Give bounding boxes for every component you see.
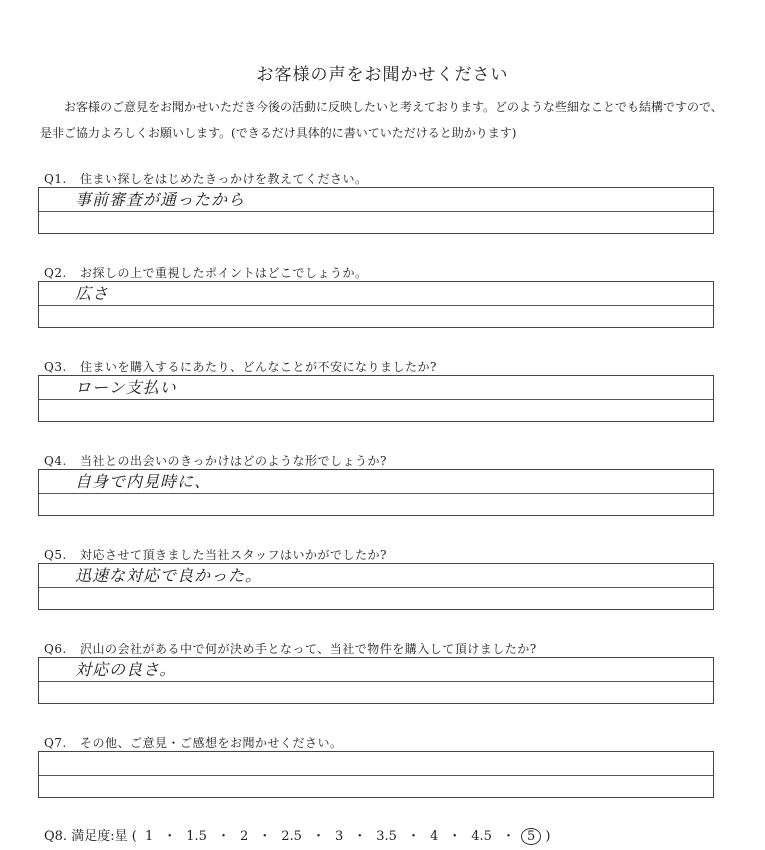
intro-text: お客様のご意見をお聞かせいただき今後の活動に反映したいと考えております。どのような些細なことでも結構ですので、是非ご協力よろしくお願いします。(できるだけ具体的に書いていただけると助かります) (40, 100, 723, 140)
question-text: 住まいを購入するにあたり、どんなことが不安になりましたか? (80, 360, 437, 374)
answer-box-1[interactable] (38, 187, 714, 234)
rating-option[interactable]: 1 (144, 829, 154, 844)
question-number: Q2. (44, 266, 67, 280)
rating-option[interactable]: 2.5 (281, 829, 302, 844)
question-7 (44, 734, 343, 751)
q8-number: Q8. (44, 829, 68, 844)
question-4 (44, 452, 387, 469)
question-number: Q3. (44, 360, 67, 374)
option-separator: ・ (258, 829, 272, 844)
option-separator: ・ (311, 829, 325, 844)
handwritten-answer: 事前審査が通ったから (75, 190, 246, 209)
question-3 (44, 358, 437, 375)
answer-box-6[interactable] (38, 657, 714, 704)
option-separator: ・ (216, 829, 230, 844)
option-separator: ・ (448, 829, 462, 844)
question-number: Q5. (44, 548, 67, 562)
answer-ruled-line (39, 775, 713, 776)
answer-ruled-line (39, 587, 713, 588)
question-text: 住まい探しをはじめたきっかけを教えてください。 (80, 172, 368, 186)
option-separator: ・ (406, 829, 420, 844)
q8-open-paren: ( (131, 829, 137, 844)
rating-option[interactable]: 3 (334, 829, 344, 844)
question-number: Q7. (44, 736, 67, 750)
rating-option[interactable]: 1.5 (186, 829, 207, 844)
question-2 (44, 264, 368, 281)
handwritten-answer: 自身で内見時に、 (75, 472, 212, 491)
rating-option[interactable]: 2 (239, 829, 249, 844)
rating-option-selected[interactable]: 5 (521, 828, 541, 845)
answer-ruled-line (39, 211, 713, 212)
answer-box-4[interactable] (38, 469, 714, 516)
answer-ruled-line (39, 399, 713, 400)
rating-option[interactable]: 3.5 (376, 829, 397, 844)
handwritten-answer: 対応の良さ。 (75, 660, 177, 679)
handwritten-answer: ローン支払い (75, 378, 177, 397)
answer-ruled-line (39, 305, 713, 306)
question-text: その他、ご意見・ご感想をお聞かせください。 (80, 736, 343, 750)
question-text: 対応させて頂きました当社スタッフはいかがでしたか? (80, 548, 387, 562)
answer-box-2[interactable] (38, 281, 714, 328)
question-text: お探しの上で重視したポイントはどこでしょうか。 (80, 266, 368, 280)
question-text: 沢山の会社がある中で何が決め手となって、当社で物件を購入して頂けましたか? (80, 642, 537, 656)
q8-label: 満足度:星 (71, 829, 128, 844)
question-number: Q1. (44, 172, 67, 186)
question-6 (44, 640, 537, 657)
option-separator: ・ (501, 829, 515, 844)
q8-satisfaction (44, 825, 550, 845)
rating-option[interactable]: 4 (429, 829, 439, 844)
question-5 (44, 546, 387, 563)
page-title: お客様の声をお聞かせください (256, 65, 509, 85)
handwritten-answer: 迅速な対応で良かった。 (75, 566, 263, 585)
rating-option[interactable]: 4.5 (471, 829, 492, 844)
q8-options (141, 829, 541, 844)
question-1 (44, 170, 368, 187)
question-number: Q4. (44, 454, 67, 468)
answer-box-5[interactable] (38, 563, 714, 610)
answer-ruled-line (39, 493, 713, 494)
answer-box-3[interactable] (38, 375, 714, 422)
q8-close-paren: ) (545, 829, 551, 844)
question-number: Q6. (44, 642, 67, 656)
answer-ruled-line (39, 681, 713, 682)
handwritten-answer: 広さ (75, 284, 110, 303)
option-separator: ・ (163, 829, 177, 844)
question-text: 当社との出会いのきっかけはどのような形でしょうか? (80, 454, 387, 468)
option-separator: ・ (353, 829, 367, 844)
answer-box-7[interactable] (38, 751, 714, 798)
